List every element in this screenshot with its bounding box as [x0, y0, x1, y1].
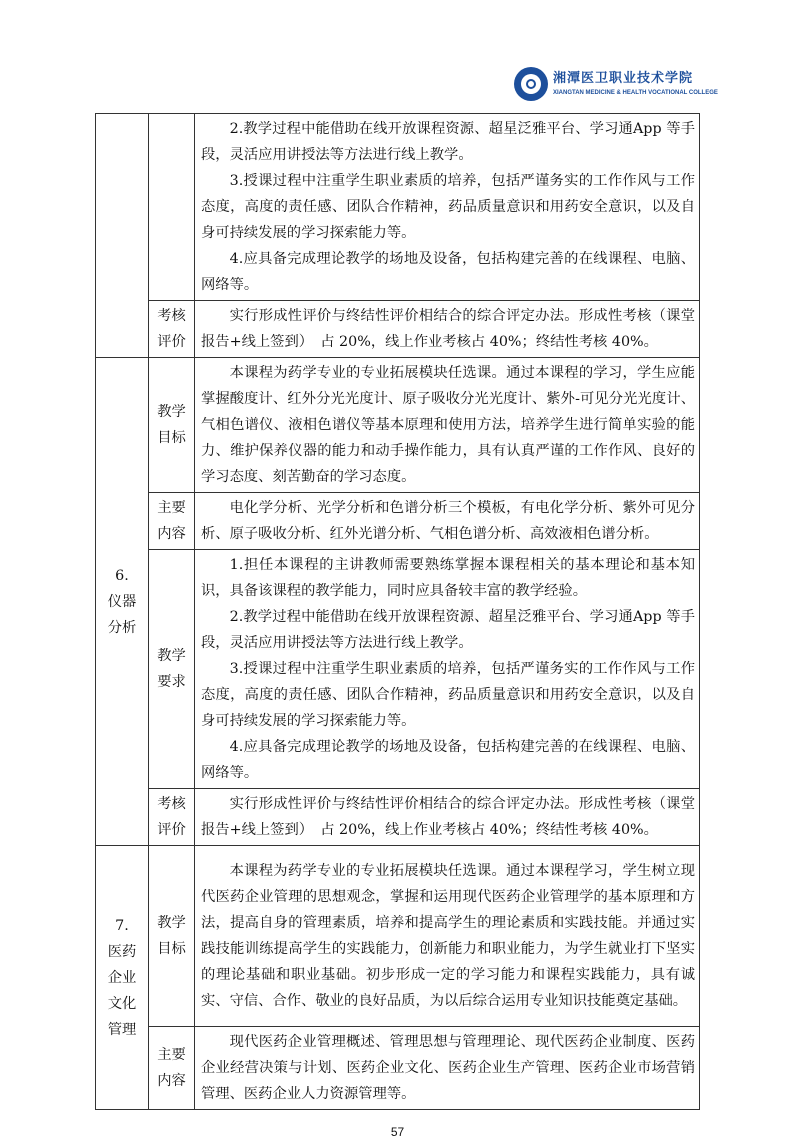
- section-7-title: [96, 846, 149, 1110]
- paragraph: 1.担任本课程的主讲教师需要熟练掌握本课程相关的基本理论和基本知识，具备该课程的教学能力，同时应具备较丰富的教学经验。: [201, 557, 695, 599]
- label-text: 主要: [157, 1047, 186, 1063]
- paragraph: 本课程为药学专业的专业拓展模块任选课。通过本课程的学习，学生应能掌握酸度计、红外分光光度计、原子吸收分光光度计、紫外-可见分光光度计、气相色谱仪、液相色谱仪等基本原理和使用方法，培养学生进行简单实验的能力、维护保养仪器的能力和动手操作能力，具有认真严谨的工作作风、良好的学习态度、刻苦勤奋的学习态度。: [201, 365, 695, 485]
- page-number: 57: [390, 1125, 405, 1139]
- label-text: 教学: [157, 915, 186, 931]
- label-text: 教学: [157, 648, 186, 664]
- college-seal-icon: [514, 67, 548, 101]
- goal-label: [149, 846, 195, 1027]
- req-label: [149, 550, 195, 789]
- paragraph: 2.教学过程中能借助在线开放课程资源、超星泛雅平台、学习通App 等手段，灵活应用讲授法等方法进行线上教学。: [201, 609, 695, 651]
- teaching-goals: [195, 846, 700, 1027]
- table-row: [96, 789, 700, 846]
- course-table: [95, 113, 700, 1110]
- label-text: 考核: [157, 308, 186, 324]
- label-text: 评价: [157, 334, 186, 350]
- assessment: [195, 301, 700, 358]
- goal-label: [149, 358, 195, 493]
- paragraph: 实行形成性评价与终结性评价相结合的综合评定办法。形成性考核（课堂报告+线上签到） 占 20%，线上作业考核占 40%；终结性考核 40%。: [201, 796, 695, 838]
- paragraph: 4.应具备完成理论教学的场地及设备，包括构建完善的在线课程、电脑、网络等。: [201, 739, 695, 781]
- table-row: [96, 1027, 700, 1110]
- teaching-requirements: [195, 114, 700, 301]
- label-text: 内容: [157, 526, 186, 542]
- label-text: 考核: [157, 796, 186, 812]
- section-6-title: [96, 358, 149, 846]
- paragraph: 4.应具备完成理论教学的场地及设备，包括构建完善的在线课程、电脑、网络等。: [201, 251, 695, 293]
- content-label: [149, 1027, 195, 1110]
- paragraph: 电化学分析、光学分析和色谱分析三个模板，有电化学分析、紫外可见分析、原子吸收分析、红外光谱分析、气相色谱分析、高效液相色谱分析。: [201, 500, 695, 542]
- section-cell-empty: [96, 114, 149, 358]
- teaching-requirements: [195, 550, 700, 789]
- logo-english-name: XIANGTAN MEDICINE & HEALTH VOCATIONAL COLLEGE: [553, 90, 718, 96]
- content-label: [149, 493, 195, 550]
- assess-label: [149, 301, 195, 358]
- label-text: 教学: [157, 404, 186, 420]
- table-row: [96, 358, 700, 493]
- label-text: 6.: [115, 567, 129, 584]
- table-row: [96, 114, 700, 301]
- paragraph: 实行形成性评价与终结性评价相结合的综合评定办法。形成性考核（课堂报告+线上签到） 占 20%，线上作业考核占 40%；终结性考核 40%。: [201, 308, 695, 350]
- label-text: 内容: [157, 1073, 186, 1089]
- paragraph: 3.授课过程中注重学生职业素质的培养，包括严谨务实的工作作风与工作态度，高度的责任感、团队合作精神，药品质量意识和用药安全意识，以及自身可持续发展的学习探索能力等。: [201, 173, 695, 241]
- label-text: 要求: [157, 674, 186, 690]
- label-text: 目标: [157, 430, 186, 446]
- table-row: [96, 550, 700, 789]
- main-content: [195, 493, 700, 550]
- label-text: 分析: [107, 619, 137, 636]
- college-logo: [514, 62, 734, 106]
- label-cell-empty: [149, 114, 195, 301]
- logo-chinese-name: 湘潭医卫职业技术学院: [553, 71, 694, 86]
- label-text: 目标: [157, 941, 186, 957]
- assess-label: [149, 789, 195, 846]
- table-row: [96, 846, 700, 1027]
- label-text: 评价: [157, 822, 186, 838]
- label-text: 医药: [107, 943, 137, 960]
- table-row: [96, 493, 700, 550]
- paragraph: 现代医药企业管理概述、管理思想与管理理论、现代医药企业制度、医药企业经营决策与计划、医药企业文化、医药企业生产管理、医药企业市场营销管理、医药企业人力资源管理等。: [201, 1034, 695, 1102]
- label-text: 7.: [115, 917, 129, 934]
- label-text: 企业: [107, 969, 137, 986]
- label-text: 文化: [107, 995, 137, 1012]
- table-row: [96, 301, 700, 358]
- paragraph: 3.授课过程中注重学生职业素质的培养，包括严谨务实的工作作风与工作态度，高度的责任感、团队合作精神，药品质量意识和用药安全意识，以及自身可持续发展的学习探索能力等。: [201, 661, 695, 729]
- label-text: 主要: [157, 500, 186, 516]
- label-text: 管理: [107, 1021, 137, 1038]
- paragraph: 本课程为药学专业的专业拓展模块任选课。通过本课程学习，学生树立现代医药企业管理的思想观念，掌握和运用现代医药企业管理学的基本原理和方法，提高自身的管理素质，培养和提高学生的理论素质和实践技能。并通过实践技能训练提高学生的实践能力，创新能力和职业能力，为学生就业打下坚实的理论基础和职业基础。初步形成一定的学习能力和课程实践能力，具有诚实、守信、合作、敬业的良好品质，为以后综合运用专业知识技能奠定基础。: [201, 863, 695, 1009]
- teaching-goals: [195, 358, 700, 493]
- main-content: [195, 1027, 700, 1110]
- assessment: [195, 789, 700, 846]
- paragraph: 2.教学过程中能借助在线开放课程资源、超星泛雅平台、学习通App 等手段，灵活应用讲授法等方法进行线上教学。: [201, 121, 695, 163]
- label-text: 仪器: [107, 593, 137, 610]
